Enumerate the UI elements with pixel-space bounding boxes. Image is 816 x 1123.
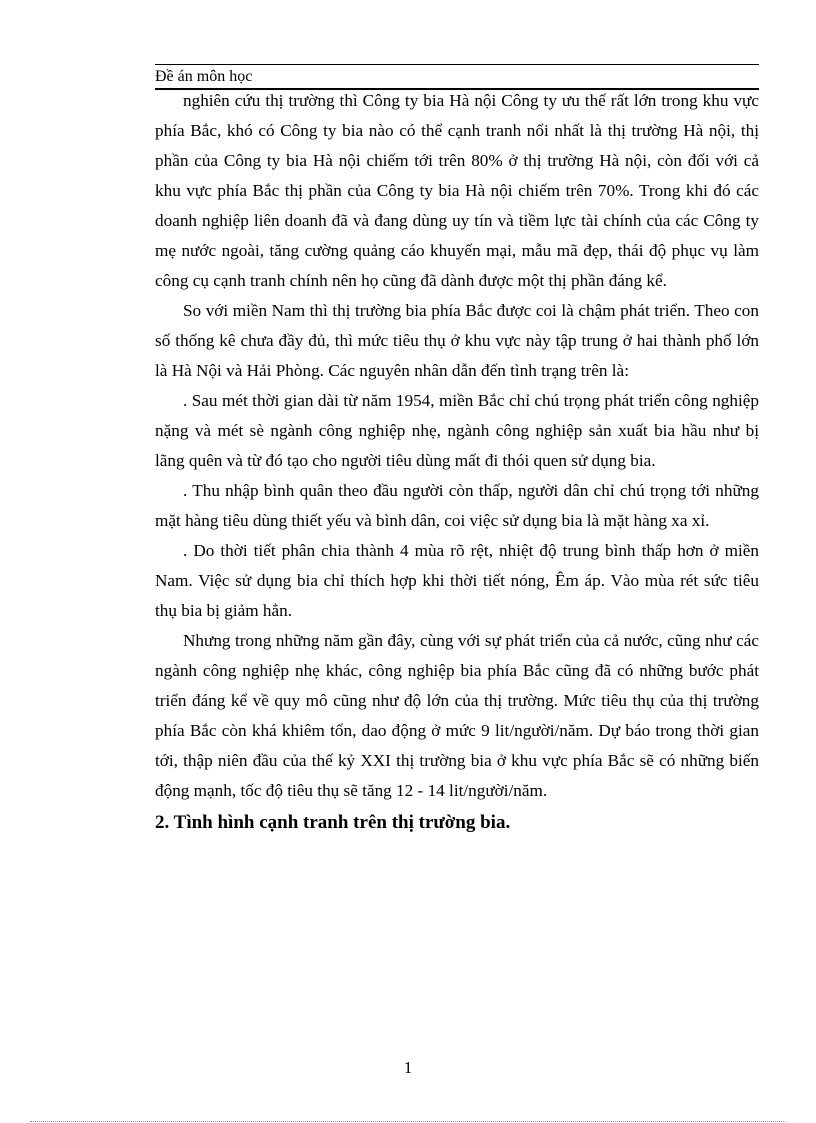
page-header-title: Đề án môn học [155,68,253,85]
paragraph-reason-history: . Sau mét thời gian dài từ năm 1954, miền Bắc chỉ chú trọng phát triển công nghiệp nặng và mét sè ngành công nghiệp nhẹ, ngành công nghiệp sản xuất bia hầu như bị lãng quên và từ đó tạo cho người tiêu dùng mất đi thói quen sử dụng bia. [155,391,759,470]
section-heading: 2. Tình hình cạnh tranh trên thị trường bia. [155,812,511,833]
header-top-rule [155,64,759,65]
document-body [155,86,759,838]
paragraph-market-share: nghiên cứu thị trường thì Công ty bia Hà nội Công ty ưu thế rất lớn trong khu vực phía Bắc, khó có Công ty bia nào có thể cạnh tranh nổi nhất là thị trường Hà nội, thị phần của Công ty bia Hà nội chiếm tới trên 80% ở thị trường Hà nội, còn đối với cả khu vực phía Bắc thị phần của Công ty bia Hà nội chiếm trên 70%. Trong khi đó các doanh nghiệp liên doanh đã và đang dùng uy tín và tiềm lực tài chính của các Công ty mẹ nước ngoài, tăng cường quảng cáo khuyến mại, mẫu mã đẹp, thái độ phục vụ làm công cụ cạnh tranh chính nên họ cũng đã dành được một thị phần đáng kể. [155,91,759,290]
paragraph-recent-growth: Nhưng trong những năm gần đây, cùng với sự phát triển của cả nước, cũng như các ngành công nghiệp nhẹ khác, công nghiệp bia phía Bắc cũng đã có những bước phát triển đáng kể về quy mô cũng như độ lớn của thị trường. Mức tiêu thụ của thị trường phía Bắc còn khá khiêm tốn, dao động ở mức 9 lit/người/năm. Dự báo trong thời gian tới, thập niên đầu của thế kỷ XXI thị trường bia ở khu vực phía Bắc sẽ có những biến động mạnh, tốc độ tiêu thụ sẽ tăng 12 - 14 lit/người/năm. [155,631,759,800]
paragraph-reason-weather: . Do thời tiết phân chia thành 4 mùa rõ rệt, nhiệt độ trung bình thấp hơn ở miền Nam. Việc sử dụng bia chỉ thích hợp khi thời tiết nóng, Êm áp. Vào mùa rét sức tiêu thụ bia bị giảm hẳn. [155,541,759,620]
page-bottom-border [30,1121,786,1122]
paragraph-north-market: So với miền Nam thì thị trường bia phía Bắc được coi là chậm phát triển. Theo con số thống kê chưa đầy đủ, thì mức tiêu thụ ở khu vực này tập trung ở hai thành phố lớn là Hà Nội và Hải Phòng. Các nguyên nhân dẫn đến tình trạng trên là: [155,301,759,380]
paragraph-reason-income: . Thu nhập bình quân theo đầu người còn thấp, người dân chỉ chú trọng tới những mặt hàng tiêu dùng thiết yếu và bình dân, coi việc sử dụng bia là mặt hàng xa xỉ. [155,481,759,530]
page-number: 1 [403,1058,413,1077]
